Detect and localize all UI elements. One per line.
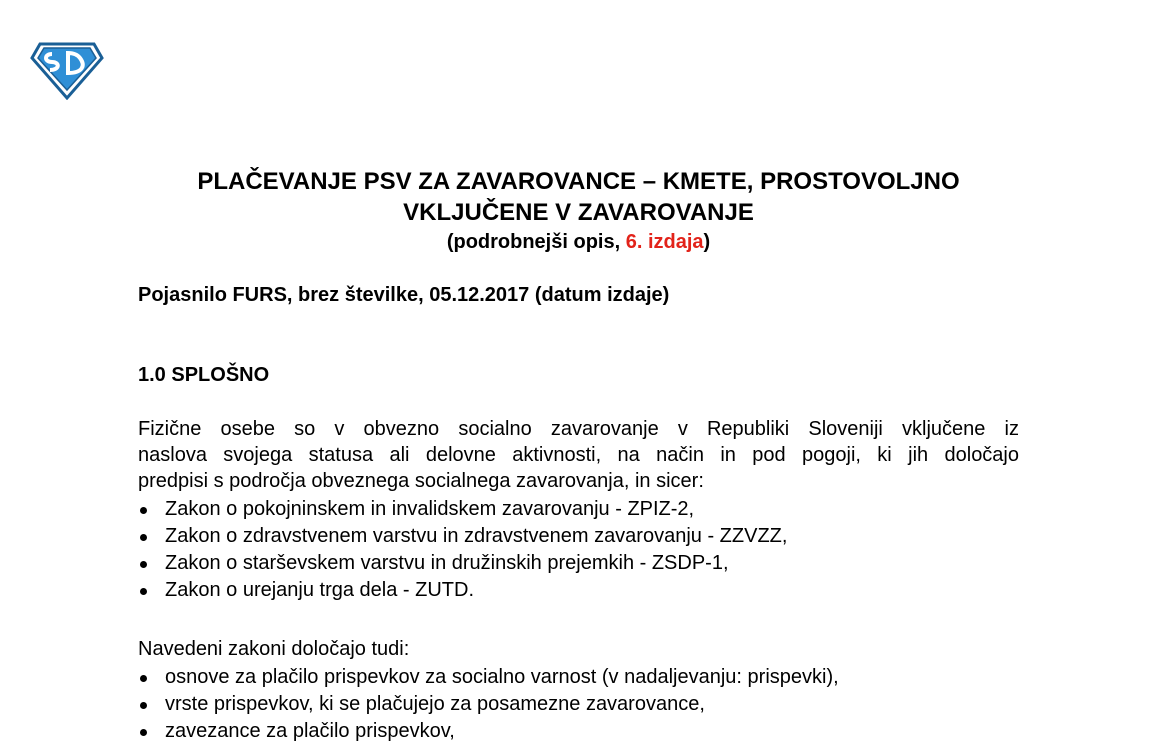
list-item: Zakon o zdravstvenem varstvu in zdravstvenem zavarovanju - ZZVZZ, <box>138 523 1038 550</box>
intro-paragraph <box>138 416 1019 494</box>
edition-label: 6. izdaja <box>625 231 704 253</box>
second-paragraph: Navedeni zakoni določajo tudi: <box>138 638 410 660</box>
laws-list <box>138 496 1038 604</box>
subtitle-suffix: ) <box>703 231 711 253</box>
list-item: Zakon o urejanju trga dela - ZUTD. <box>138 577 1038 604</box>
title-line-1: PLAČEVANJE PSV ZA ZAVAROVANCE – KMETE, PROSTOVOLJNO <box>197 168 960 195</box>
list-item: vrste prispevkov, ki se plačujejo za posamezne zavarovance, <box>138 691 1038 718</box>
paragraph-line: predpisi s področja obveznega socialnega zavarovanja, in sicer: <box>138 470 704 492</box>
list-item: Zakon o pokojninskem in invalidskem zavarovanju - ZPIZ-2, <box>138 496 1038 523</box>
issuance-line: Pojasnilo FURS, brez številke, 05.12.2017 (datum izdaje) <box>138 284 670 306</box>
section-heading: 1.0 SPLOŠNO <box>138 364 270 386</box>
paragraph-line: naslova svojega statusa ali delovne aktivnosti, na način in pod pogoji, ki jih določajo <box>138 444 1019 466</box>
paragraph-line: Fizične osebe so v obvezno socialno zavarovanje v Republiki Sloveniji vključene iz <box>138 418 1019 440</box>
list-item: Zakon o starševskem varstvu in družinskih prejemkih - ZSDP-1, <box>138 550 1038 577</box>
document-subtitle <box>0 229 1157 255</box>
title-line-2: VKLJUČENE V ZAVAROVANJE <box>403 199 754 226</box>
list-item: osnove za plačilo prispevkov za socialno varnost (v nadaljevanju: prispevki), <box>138 664 1038 691</box>
determines-list <box>138 664 1038 745</box>
list-item: zavezance za plačilo prispevkov, <box>138 718 1038 745</box>
document-title <box>0 166 1157 228</box>
subtitle-prefix: (podrobnejši opis, <box>446 231 626 253</box>
sd-diamond-logo-icon <box>30 40 104 100</box>
